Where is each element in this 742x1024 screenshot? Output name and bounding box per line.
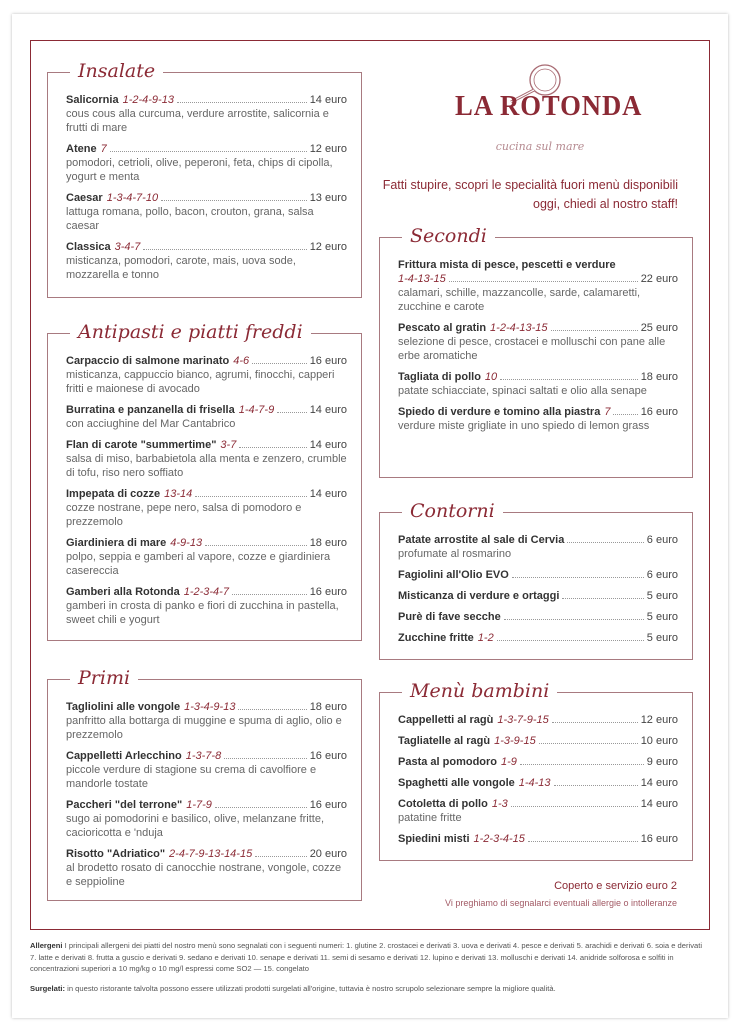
allergy-note: Vi preghiamo di segnalarci eventuali allergie o intolleranze xyxy=(445,898,677,908)
item-name: Fagiolini all'Olio EVO xyxy=(398,569,509,581)
item-row xyxy=(398,755,678,769)
section-antipasti xyxy=(47,321,362,641)
item-description: sugo ai pomodorini e basilico, olive, melanzane fritte, cacioricotta e 'nduja xyxy=(66,813,325,839)
item-price: 22 euro xyxy=(640,273,678,285)
specials-tagline: Fatti stupire, scopri le specialità fuori menù disponibili oggi, chiedi al nostro staff! xyxy=(382,178,678,211)
menu-item xyxy=(66,847,347,889)
dot-leader xyxy=(110,151,307,152)
menu-item xyxy=(398,568,678,582)
item-price: 16 euro xyxy=(309,799,347,811)
item-price: 5 euro xyxy=(646,632,678,644)
item-row xyxy=(66,403,347,417)
item-name: Spiedo di verdure e tomino alla piastra xyxy=(398,406,601,418)
item-price: 14 euro xyxy=(309,488,347,500)
item-name: Impepata di cozze xyxy=(66,488,161,500)
item-price: 16 euro xyxy=(309,750,347,762)
item-description: salsa di miso, barbabietola alla menta e zenzero, crumble di tofu, riso nero soffiato xyxy=(66,453,347,479)
dot-leader xyxy=(562,598,643,599)
dot-leader xyxy=(539,743,638,744)
item-description: pomodori, cetrioli, olive, peperoni, feta, chips di cipolla, yogurt e menta xyxy=(66,157,333,183)
item-allergens: 1-3-4-9-13 xyxy=(184,701,236,713)
item-allergens: 1-4-13-15 xyxy=(398,273,446,285)
item-description: polpo, seppia e gamberi al vapore, cozze e giardiniera casereccia xyxy=(66,551,331,577)
item-description: selezione di pesce, crostacei e molluschi con pane alle erbe aromatiche xyxy=(398,336,666,362)
item-row xyxy=(66,585,347,599)
menu-item xyxy=(66,536,347,578)
item-name: Burratina e panzanella di frisella xyxy=(66,404,235,416)
item-row xyxy=(66,240,347,254)
dot-leader xyxy=(161,200,307,201)
item-price: 25 euro xyxy=(640,322,678,334)
item-name: Salicornia xyxy=(66,94,119,106)
menu-item xyxy=(398,370,678,398)
item-description: calamari, schille, mazzancolle, sarde, calamaretti, zucchine e carote xyxy=(398,287,641,313)
section-contorni xyxy=(379,500,693,660)
item-row xyxy=(66,191,347,205)
item-name: Carpaccio di salmone marinato xyxy=(66,355,230,367)
item-price: 12 euro xyxy=(640,714,678,726)
dot-leader xyxy=(238,709,306,710)
item-allergens: 4-9-13 xyxy=(170,537,203,549)
menu-item xyxy=(66,749,347,791)
menu-item xyxy=(398,533,678,561)
menu-item xyxy=(66,487,347,529)
menu-item xyxy=(66,191,347,233)
item-row xyxy=(66,93,347,107)
section-title: Secondi xyxy=(402,224,495,248)
item-name: Misticanza di verdure e ortaggi xyxy=(398,590,560,602)
menu-item xyxy=(398,797,678,825)
item-allergens: 7 xyxy=(604,406,611,418)
item-price: 9 euro xyxy=(646,756,678,768)
menu-item xyxy=(398,776,678,790)
item-description: piccole verdure di stagione su crema di cavolfiore e mandorle tostate xyxy=(66,764,317,790)
item-row xyxy=(398,631,678,645)
dot-leader xyxy=(255,856,306,857)
dot-leader xyxy=(195,496,306,497)
item-allergens: 1-4-13 xyxy=(518,777,551,789)
section-title: Primi xyxy=(70,666,138,690)
item-row xyxy=(66,700,347,714)
item-allergens: 1-2-4-13-15 xyxy=(490,322,548,334)
item-allergens: 10 xyxy=(484,371,498,383)
item-description: verdure miste grigliate in uno spiedo di lemon grass xyxy=(398,420,650,432)
menu-item xyxy=(398,713,678,727)
menu-item xyxy=(398,755,678,769)
item-description: patatine fritte xyxy=(398,812,462,824)
item-name: Cappelletti al ragù xyxy=(398,714,494,726)
dot-leader xyxy=(613,414,637,415)
item-row xyxy=(398,321,678,335)
dot-leader xyxy=(511,806,638,807)
item-name: Pasta al pomodoro xyxy=(398,756,498,768)
dot-leader xyxy=(449,281,638,282)
item-price: 5 euro xyxy=(646,611,678,623)
menu-item xyxy=(398,589,678,603)
menu-item xyxy=(398,832,678,846)
item-name: Gamberi alla Rotonda xyxy=(66,586,180,598)
item-name: Cappelletti Arlecchino xyxy=(66,750,182,762)
item-price: 10 euro xyxy=(640,735,678,747)
item-description: con acciughine del Mar Cantabrico xyxy=(66,418,236,430)
item-description: gamberi in crosta di panko e fiori di zucchina in pastella, sweet chili e yogurt xyxy=(66,600,339,626)
item-name: Pescato al gratin xyxy=(398,322,487,334)
section-title: Antipasti e piatti freddi xyxy=(70,320,311,344)
section-primi xyxy=(47,667,362,901)
item-price: 18 euro xyxy=(309,701,347,713)
section-title: Menù bambini xyxy=(402,679,557,703)
item-row xyxy=(66,354,347,368)
item-allergens: 3-7 xyxy=(220,439,237,451)
item-name: Classica xyxy=(66,241,111,253)
item-description: lattuga romana, pollo, bacon, crouton, grana, salsa caesar xyxy=(66,206,314,232)
menu-item xyxy=(398,405,678,433)
logo xyxy=(455,62,643,162)
menu-item xyxy=(66,700,347,742)
menu-item xyxy=(398,631,678,645)
dot-leader xyxy=(551,330,638,331)
item-name: Spaghetti alle vongole xyxy=(398,777,515,789)
dot-leader xyxy=(224,758,306,759)
dot-leader xyxy=(500,379,638,380)
item-row xyxy=(398,713,678,727)
item-allergens: 1-2-3-4-7 xyxy=(183,586,229,598)
item-allergens: 1-3-7-8 xyxy=(185,750,222,762)
dot-leader xyxy=(252,363,307,364)
footer xyxy=(30,940,710,994)
item-row xyxy=(66,847,347,861)
item-allergens: 1-7-9 xyxy=(186,799,212,811)
item-allergens: 7 xyxy=(100,143,107,155)
item-row xyxy=(398,589,678,603)
logo-wordmark: LA ROTONDA xyxy=(455,90,643,122)
item-row xyxy=(398,797,678,811)
dot-leader xyxy=(143,249,306,250)
section-insalate xyxy=(47,60,362,298)
menu-item xyxy=(66,240,347,282)
menu-item xyxy=(66,93,347,135)
item-description: cous cous alla curcuma, verdure arrostite, salicornia e frutti di mare xyxy=(66,108,329,134)
item-row xyxy=(66,798,347,812)
item-row xyxy=(66,749,347,763)
dot-leader xyxy=(205,545,307,546)
item-row xyxy=(398,568,678,582)
menu-item xyxy=(66,438,347,480)
item-price: 16 euro xyxy=(309,586,347,598)
dot-leader xyxy=(277,412,306,413)
allergens-legend: Allergeni I principali allergeni dei piatti del nostro menù sono segnalati con i seguenti numeri: 1. glutine 2. crostacei e derivati 3. uova e derivati 4. pesce e derivati 5. arachidi e derivati 6. soia e derivati 7. latte e derivati 8. frutta a guscio e derivati 9. sedano e derivati 10. senape e derivati 11. semi di sesamo e derivati 12. lupino e derivati 13. molluschi e derivati 14. anidride solforosa e solfiti in concentrazioni superiori a 10 mg/kg o 10 mg/l espressi come SO2 — 15. congelato xyxy=(30,941,703,973)
item-allergens: 1-2-4-9-13 xyxy=(122,94,174,106)
item-price: 13 euro xyxy=(309,192,347,204)
section-menu-bambini xyxy=(379,680,693,861)
item-description: al brodetto rosato di canocchie nostrane, vongole, cozze e seppioline xyxy=(66,862,342,888)
menu-item xyxy=(66,798,347,840)
logo-subtitle: cucina sul mare xyxy=(495,140,585,153)
item-name: Paccheri "del terrone" xyxy=(66,799,183,811)
item-name: Cotoletta di pollo xyxy=(398,798,488,810)
item-row xyxy=(66,438,347,452)
item-price: 14 euro xyxy=(309,439,347,451)
item-allergens: 1-2 xyxy=(477,632,494,644)
item-name: Atene xyxy=(66,143,97,155)
item-allergens: 1-2-3-4-15 xyxy=(473,833,525,845)
item-name: Frittura mista di pesce, pescetti e verdure xyxy=(398,259,616,271)
dot-leader xyxy=(520,764,644,765)
item-row xyxy=(66,487,347,501)
item-name: Spiedini misti xyxy=(398,833,470,845)
frozen-notice: Surgelati: in questo ristorante talvolta possono essere utilizzati prodotti surgelati all'origine, tuttavia è nostro scrupolo selezionare sempre la migliore qualità. xyxy=(30,983,556,993)
item-allergens: 1-9 xyxy=(501,756,517,768)
item-name: Tagliata di pollo xyxy=(398,371,481,383)
item-name: Caesar xyxy=(66,192,103,204)
dot-leader xyxy=(552,722,638,723)
item-price: 14 euro xyxy=(309,94,347,106)
item-description: misticanza, pomodori, carote, mais, uova sode, mozzarella e tonno xyxy=(66,255,296,281)
item-name: Patate arrostite al sale di Cervia xyxy=(398,534,565,546)
item-row xyxy=(398,370,678,384)
item-price: 12 euro xyxy=(309,241,347,253)
item-price: 16 euro xyxy=(309,355,347,367)
item-price: 6 euro xyxy=(646,534,678,546)
dot-leader xyxy=(497,640,644,641)
item-name: Risotto "Adriatico" xyxy=(66,848,166,860)
item-price: 12 euro xyxy=(309,143,347,155)
item-description: profumate al rosmarino xyxy=(398,548,512,560)
menu-item xyxy=(66,585,347,627)
menu-item xyxy=(66,142,347,184)
item-price: 14 euro xyxy=(640,798,678,810)
dot-leader xyxy=(504,619,644,620)
item-description: misticanza, cappuccio bianco, agrumi, finocchi, capperi fritti e maionese di avocado xyxy=(66,369,335,395)
menu-item xyxy=(66,354,347,396)
item-price: 16 euro xyxy=(640,833,678,845)
item-price: 18 euro xyxy=(309,537,347,549)
dot-leader xyxy=(215,807,307,808)
dot-leader xyxy=(554,785,638,786)
dot-leader xyxy=(528,841,638,842)
menu-item xyxy=(398,258,678,314)
item-name: Zucchine fritte xyxy=(398,632,474,644)
item-allergens: 4-6 xyxy=(233,355,250,367)
cover-charge-note: Coperto e servizio euro 2 xyxy=(554,880,677,892)
item-allergens: 13-14 xyxy=(164,488,193,500)
item-price: 6 euro xyxy=(646,569,678,581)
menu-item xyxy=(398,321,678,363)
dot-leader xyxy=(239,447,306,448)
item-row xyxy=(398,610,678,624)
item-price: 14 euro xyxy=(309,404,347,416)
item-row xyxy=(66,536,347,550)
item-allergens: 2-4-7-9-13-14-15 xyxy=(169,848,253,860)
item-name: Flan di carote "summertime" xyxy=(66,439,217,451)
item-row xyxy=(398,832,678,846)
item-description: cozze nostrane, pepe nero, salsa di pomodoro e prezzemolo xyxy=(66,502,302,528)
dot-leader xyxy=(177,102,307,103)
item-price: 18 euro xyxy=(640,371,678,383)
dot-leader xyxy=(512,577,644,578)
menu-item xyxy=(398,610,678,624)
item-description: patate schiacciate, spinaci saltati e olio alla senape xyxy=(398,385,647,397)
item-allergens: 1-4-7-9 xyxy=(238,404,275,416)
menu-item xyxy=(398,734,678,748)
menu-item xyxy=(66,403,347,431)
item-allergens: 1-3-9-15 xyxy=(494,735,536,747)
item-allergens: 1-3-4-7-10 xyxy=(106,192,159,204)
dot-leader xyxy=(232,594,307,595)
section-title: Insalate xyxy=(70,59,163,83)
item-allergens: 3-4-7 xyxy=(114,241,141,253)
item-description: panfritto alla bottarga di muggine e spuma di aglio, olio e prezzemolo xyxy=(66,715,342,741)
item-price: 5 euro xyxy=(646,590,678,602)
item-row xyxy=(398,405,678,419)
item-row xyxy=(398,272,678,286)
item-allergens: 1-3 xyxy=(491,798,508,810)
section-title: Contorni xyxy=(402,499,503,523)
item-allergens: 1-3-7-9-15 xyxy=(497,714,549,726)
item-row xyxy=(398,776,678,790)
item-price: 20 euro xyxy=(309,848,347,860)
item-name: Giardiniera di mare xyxy=(66,537,167,549)
item-row xyxy=(398,533,678,547)
item-name: Tagliolini alle vongole xyxy=(66,701,181,713)
item-name: Purè di fave secche xyxy=(398,611,501,623)
item-price: 16 euro xyxy=(640,406,678,418)
item-row xyxy=(66,142,347,156)
item-row xyxy=(398,734,678,748)
section-secondi xyxy=(379,225,693,478)
item-price: 14 euro xyxy=(640,777,678,789)
item-name: Tagliatelle al ragù xyxy=(398,735,491,747)
dot-leader xyxy=(567,542,643,543)
